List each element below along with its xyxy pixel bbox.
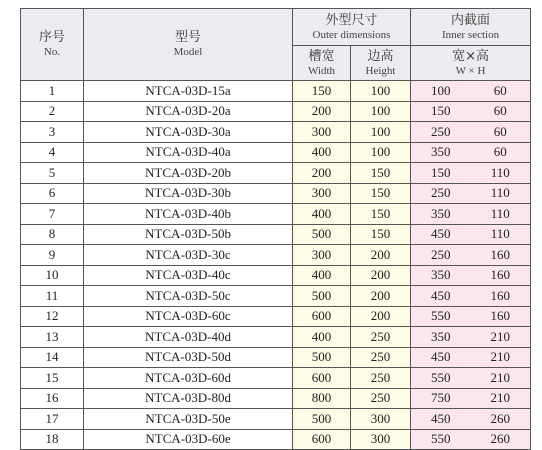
width-cell: 200 <box>293 163 351 184</box>
inner-height-cell: 60 <box>471 122 531 143</box>
inner-height-cell: 260 <box>471 409 531 430</box>
model-cell: NTCA-03D-50d <box>84 347 293 368</box>
table-row <box>21 429 531 450</box>
table-row <box>21 122 531 143</box>
inner-width-cell: 250 <box>411 183 471 204</box>
row-number-cell: 17 <box>21 409 84 430</box>
width-cell: 300 <box>293 122 351 143</box>
table-row <box>21 347 531 368</box>
inner-height-cell: 260 <box>471 429 531 450</box>
model-cell: NTCA-03D-30b <box>84 183 293 204</box>
table-row <box>21 224 531 245</box>
width-cell: 300 <box>293 245 351 266</box>
height-cell: 200 <box>351 306 411 327</box>
model-cell: NTCA-03D-60c <box>84 306 293 327</box>
no-header-cn: 序号 <box>38 30 65 45</box>
inner-height-cell: 110 <box>471 183 531 204</box>
width-cell: 500 <box>293 409 351 430</box>
row-number-cell: 4 <box>21 142 84 163</box>
model-cell: NTCA-03D-50e <box>84 409 293 430</box>
height-cell: 150 <box>351 163 411 184</box>
inner-width-cell: 150 <box>411 101 471 122</box>
height-cell: 300 <box>351 429 411 450</box>
inner-width-cell: 350 <box>411 204 471 225</box>
inner-height-cell: 160 <box>471 286 531 307</box>
model-cell: NTCA-03D-30c <box>84 245 293 266</box>
width-cell: 400 <box>293 142 351 163</box>
height-header-cn: 边高 <box>367 48 394 64</box>
inner-width-cell: 450 <box>411 347 471 368</box>
row-number-cell: 14 <box>21 347 84 368</box>
inner-section-header <box>411 9 531 46</box>
width-cell: 400 <box>293 265 351 286</box>
row-number-cell: 16 <box>21 388 84 409</box>
table-row <box>21 306 531 327</box>
inner-width-cell: 250 <box>411 245 471 266</box>
table-row <box>21 163 531 184</box>
height-cell: 100 <box>351 142 411 163</box>
model-cell: NTCA-03D-40a <box>84 142 293 163</box>
row-number-cell: 9 <box>21 245 84 266</box>
model-cell: NTCA-03D-40b <box>84 204 293 225</box>
row-number-cell: 12 <box>21 306 84 327</box>
height-cell: 250 <box>351 368 411 389</box>
row-number-cell: 13 <box>21 327 84 348</box>
width-cell: 600 <box>293 368 351 389</box>
height-cell: 100 <box>351 81 411 102</box>
height-cell: 200 <box>351 245 411 266</box>
wh-header-en: W × H <box>455 64 486 77</box>
inner-width-cell: 100 <box>411 81 471 102</box>
inner-width-cell: 350 <box>411 327 471 348</box>
height-header-en: Height <box>365 64 396 77</box>
spec-table <box>20 8 531 450</box>
inner-height-cell: 60 <box>471 142 531 163</box>
no-header-en: No. <box>43 46 61 58</box>
table-row <box>21 368 531 389</box>
height-cell: 250 <box>351 347 411 368</box>
width-header-cn: 槽宽 <box>308 48 335 64</box>
row-number-cell: 6 <box>21 183 84 204</box>
row-number-cell: 15 <box>21 368 84 389</box>
inner-width-cell: 750 <box>411 388 471 409</box>
inner-height-cell: 210 <box>471 388 531 409</box>
inner-height-cell: 110 <box>471 224 531 245</box>
model-cell: NTCA-03D-80d <box>84 388 293 409</box>
inner-width-cell: 350 <box>411 142 471 163</box>
row-number-cell: 5 <box>21 163 84 184</box>
table-row <box>21 388 531 409</box>
table-row <box>21 265 531 286</box>
wh-header-cn: 宽×高 <box>452 48 489 64</box>
width-cell: 300 <box>293 183 351 204</box>
inner-width-cell: 250 <box>411 122 471 143</box>
width-cell: 500 <box>293 224 351 245</box>
table-header <box>21 9 531 81</box>
inner-height-cell: 160 <box>471 265 531 286</box>
height-cell: 200 <box>351 265 411 286</box>
inner-width-cell: 550 <box>411 306 471 327</box>
table-row <box>21 245 531 266</box>
width-cell: 150 <box>293 81 351 102</box>
model-cell: NTCA-03D-60d <box>84 368 293 389</box>
model-cell: NTCA-03D-20a <box>84 101 293 122</box>
outer-header-cn: 外型尺寸 <box>325 12 378 28</box>
outer-header-en: Outer dimensions <box>312 28 391 41</box>
height-cell: 300 <box>351 409 411 430</box>
row-number-cell: 3 <box>21 122 84 143</box>
model-header-cn: 型号 <box>174 30 201 45</box>
table-row <box>21 101 531 122</box>
inner-width-cell: 450 <box>411 286 471 307</box>
width-header <box>293 46 351 81</box>
inner-height-cell: 210 <box>471 347 531 368</box>
height-cell: 100 <box>351 122 411 143</box>
no-header <box>21 9 84 81</box>
inner-height-cell: 60 <box>471 81 531 102</box>
inner-width-cell: 450 <box>411 224 471 245</box>
row-number-cell: 11 <box>21 286 84 307</box>
width-cell: 600 <box>293 306 351 327</box>
model-cell: NTCA-03D-50b <box>84 224 293 245</box>
width-cell: 500 <box>293 347 351 368</box>
inner-width-cell: 350 <box>411 265 471 286</box>
row-number-cell: 10 <box>21 265 84 286</box>
row-number-cell: 7 <box>21 204 84 225</box>
table-body <box>21 81 531 450</box>
width-cell: 600 <box>293 429 351 450</box>
inner-height-cell: 110 <box>471 163 531 184</box>
model-cell: NTCA-03D-40c <box>84 265 293 286</box>
row-number-cell: 2 <box>21 101 84 122</box>
table-row <box>21 204 531 225</box>
model-cell: NTCA-03D-50c <box>84 286 293 307</box>
width-cell: 400 <box>293 204 351 225</box>
width-cell: 400 <box>293 327 351 348</box>
table-row <box>21 286 531 307</box>
model-header <box>84 9 293 81</box>
model-cell: NTCA-03D-40d <box>84 327 293 348</box>
width-cell: 500 <box>293 286 351 307</box>
inner-width-cell: 450 <box>411 409 471 430</box>
inner-height-cell: 210 <box>471 327 531 348</box>
height-cell: 250 <box>351 388 411 409</box>
model-cell: NTCA-03D-20b <box>84 163 293 184</box>
table-row <box>21 409 531 430</box>
model-header-en: Model <box>173 46 203 58</box>
table-row <box>21 81 531 102</box>
inner-height-cell: 60 <box>471 101 531 122</box>
height-cell: 200 <box>351 286 411 307</box>
inner-width-cell: 550 <box>411 429 471 450</box>
inner-height-cell: 160 <box>471 245 531 266</box>
inner-width-cell: 550 <box>411 368 471 389</box>
inner-height-cell: 160 <box>471 306 531 327</box>
inner-width-cell: 150 <box>411 163 471 184</box>
table-row <box>21 183 531 204</box>
model-cell: NTCA-03D-30a <box>84 122 293 143</box>
row-number-cell: 8 <box>21 224 84 245</box>
height-cell: 100 <box>351 101 411 122</box>
outer-dimensions-header <box>293 9 411 46</box>
height-header <box>351 46 411 81</box>
model-cell: NTCA-03D-15a <box>84 81 293 102</box>
row-number-cell: 18 <box>21 429 84 450</box>
width-header-en: Width <box>307 64 336 77</box>
model-cell: NTCA-03D-60e <box>84 429 293 450</box>
width-cell: 200 <box>293 101 351 122</box>
width-cell: 800 <box>293 388 351 409</box>
inner-height-cell: 110 <box>471 204 531 225</box>
height-cell: 150 <box>351 183 411 204</box>
wh-header <box>411 46 531 81</box>
height-cell: 250 <box>351 327 411 348</box>
table-row <box>21 327 531 348</box>
inner-height-cell: 210 <box>471 368 531 389</box>
inner-header-en: Inner section <box>441 28 500 41</box>
height-cell: 150 <box>351 204 411 225</box>
inner-header-cn: 内截面 <box>451 12 491 28</box>
table-row <box>21 142 531 163</box>
row-number-cell: 1 <box>21 81 84 102</box>
height-cell: 150 <box>351 224 411 245</box>
